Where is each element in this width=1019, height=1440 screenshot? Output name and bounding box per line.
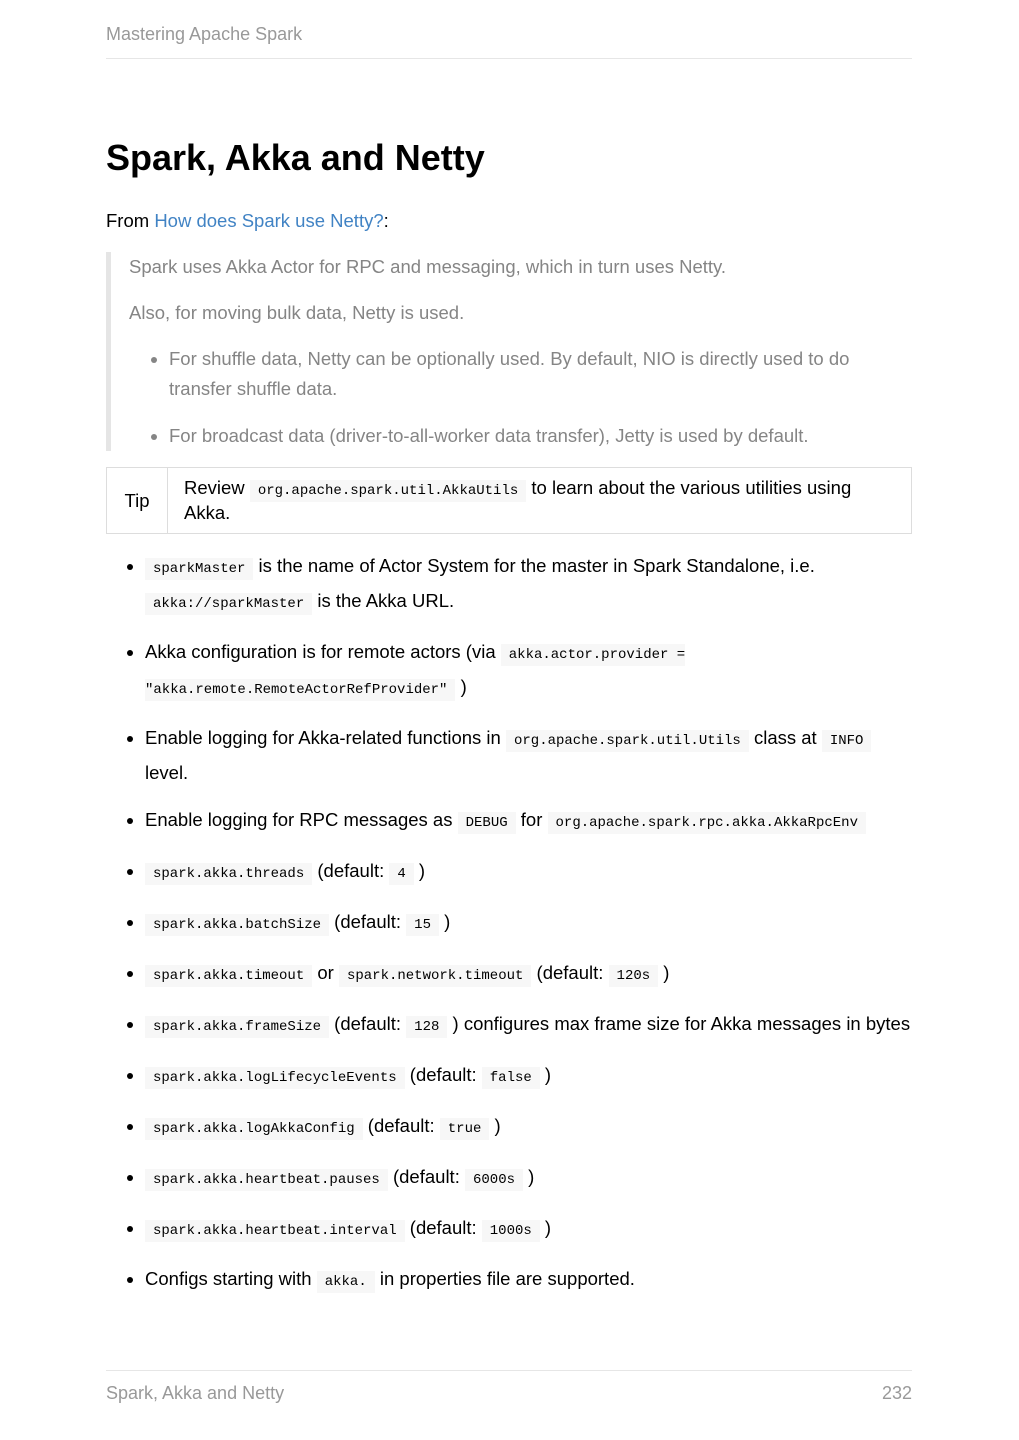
list-item <box>145 722 912 788</box>
netty-link[interactable]: How does Spark use Netty? <box>154 210 384 231</box>
text-segment: ) <box>539 1217 552 1238</box>
inline-code: spark.akka.threads <box>145 863 312 885</box>
inline-code: 15 <box>406 914 439 936</box>
text-segment: (default: <box>312 860 390 881</box>
text-segment: ) <box>455 676 467 697</box>
list-item <box>145 550 912 620</box>
list-item <box>145 957 912 992</box>
intro-prefix: From <box>106 210 155 231</box>
quote-list-item: • For broadcast data (driver-to-all-worker data transfer), Jetty is used by default. <box>169 421 912 451</box>
inline-code: 1000s <box>482 1220 540 1242</box>
text-segment: Enable logging for RPC messages as <box>145 809 458 830</box>
text-segment: (default: <box>387 1166 465 1187</box>
text-segment: Akka configuration is for remote actors (via <box>145 641 501 662</box>
page-content <box>106 136 912 1314</box>
quote-list-item: • For shuffle data, Netty can be optionally used. By default, NIO is directly used to do transfer shuffle data. <box>169 344 912 404</box>
intro-suffix: : <box>383 210 389 231</box>
text-segment: ) <box>523 1166 535 1187</box>
text-segment: for <box>515 809 548 830</box>
quote-paragraph: Also, for moving bulk data, Netty is used. <box>129 302 465 323</box>
tip-box <box>106 467 912 534</box>
text-segment: level. <box>145 762 189 783</box>
list-item <box>145 1212 912 1247</box>
list-item <box>145 1008 912 1043</box>
inline-code: 6000s <box>465 1169 523 1191</box>
list-item <box>145 1161 912 1196</box>
text-segment: (default: <box>531 962 609 983</box>
inline-code: spark.akka.frameSize <box>145 1016 329 1038</box>
inline-code: DEBUG <box>458 812 516 834</box>
page-footer <box>106 1370 912 1404</box>
text-segment: ) <box>539 1064 552 1085</box>
inline-code: spark.akka.logAkkaConfig <box>145 1118 363 1140</box>
inline-code: spark.akka.heartbeat.interval <box>145 1220 405 1242</box>
running-header: Mastering Apache Spark <box>106 24 912 59</box>
inline-code: spark.akka.batchSize <box>145 914 329 936</box>
text-segment: ) configures max frame size for Akka messages in bytes <box>447 1013 911 1034</box>
text-segment: (default: <box>362 1115 440 1136</box>
page-number: 232 <box>881 1383 912 1403</box>
text-segment: ) <box>489 1115 501 1136</box>
inline-code: spark.akka.logLifecycleEvents <box>145 1067 405 1089</box>
text-segment: (default: <box>329 911 407 932</box>
list-item <box>145 804 912 839</box>
list-item <box>145 636 912 706</box>
list-item <box>145 855 912 890</box>
list-item <box>145 1263 912 1298</box>
quote-paragraph: Spark uses Akka Actor for RPC and messaging, which in turn uses Netty. <box>129 256 727 277</box>
text-segment: in properties file are supported. <box>374 1268 635 1289</box>
inline-code: true <box>440 1118 490 1140</box>
text-segment: ) <box>438 911 451 932</box>
page-title: Spark, Akka and Netty <box>106 137 485 178</box>
inline-code: sparkMaster <box>145 558 253 580</box>
text-segment: class at <box>748 727 822 748</box>
tip-label: Tip <box>107 468 168 533</box>
text-segment: ) <box>658 962 670 983</box>
inline-code: org.apache.spark.util.AkkaUtils <box>250 480 526 502</box>
list-item <box>145 1110 912 1145</box>
text-segment: Review <box>184 477 250 498</box>
inline-code: akka. <box>317 1271 375 1293</box>
inline-code: akka.actor.provider = "akka.remote.RemoteActorRefProvider" <box>145 644 685 701</box>
quote-list <box>129 344 912 451</box>
inline-code: spark.network.timeout <box>339 965 531 987</box>
text-segment: (default: <box>329 1013 407 1034</box>
list-item <box>145 906 912 941</box>
intro-paragraph <box>106 206 912 236</box>
inline-code: 4 <box>389 863 413 885</box>
blockquote <box>106 252 912 451</box>
text-segment: Enable logging for Akka-related functions in <box>145 727 506 748</box>
text-segment: Configs starting with <box>145 1268 317 1289</box>
text-segment: (default: <box>404 1217 482 1238</box>
inline-code: spark.akka.heartbeat.pauses <box>145 1169 388 1191</box>
text-segment: is the name of Actor System for the master in Spark Standalone, i.e. <box>253 555 815 576</box>
tip-body <box>168 468 911 533</box>
footer-chapter: Spark, Akka and Netty <box>106 1383 285 1403</box>
inline-code: 120s <box>609 965 659 987</box>
text-segment: or <box>312 962 339 983</box>
list-item <box>145 1059 912 1094</box>
text-segment: is the Akka URL. <box>312 590 455 611</box>
text-segment: (default: <box>404 1064 482 1085</box>
inline-code: spark.akka.timeout <box>145 965 312 987</box>
text-segment: to learn about the various utilities using Akka. <box>184 477 852 523</box>
config-list <box>106 550 912 1298</box>
inline-code: org.apache.spark.util.Utils <box>506 730 749 752</box>
inline-code: 128 <box>406 1016 447 1038</box>
inline-code: org.apache.spark.rpc.akka.AkkaRpcEnv <box>548 812 866 834</box>
text-segment: ) <box>413 860 426 881</box>
inline-code: akka://sparkMaster <box>145 593 312 615</box>
inline-code: INFO <box>822 730 872 752</box>
inline-code: false <box>482 1067 540 1089</box>
